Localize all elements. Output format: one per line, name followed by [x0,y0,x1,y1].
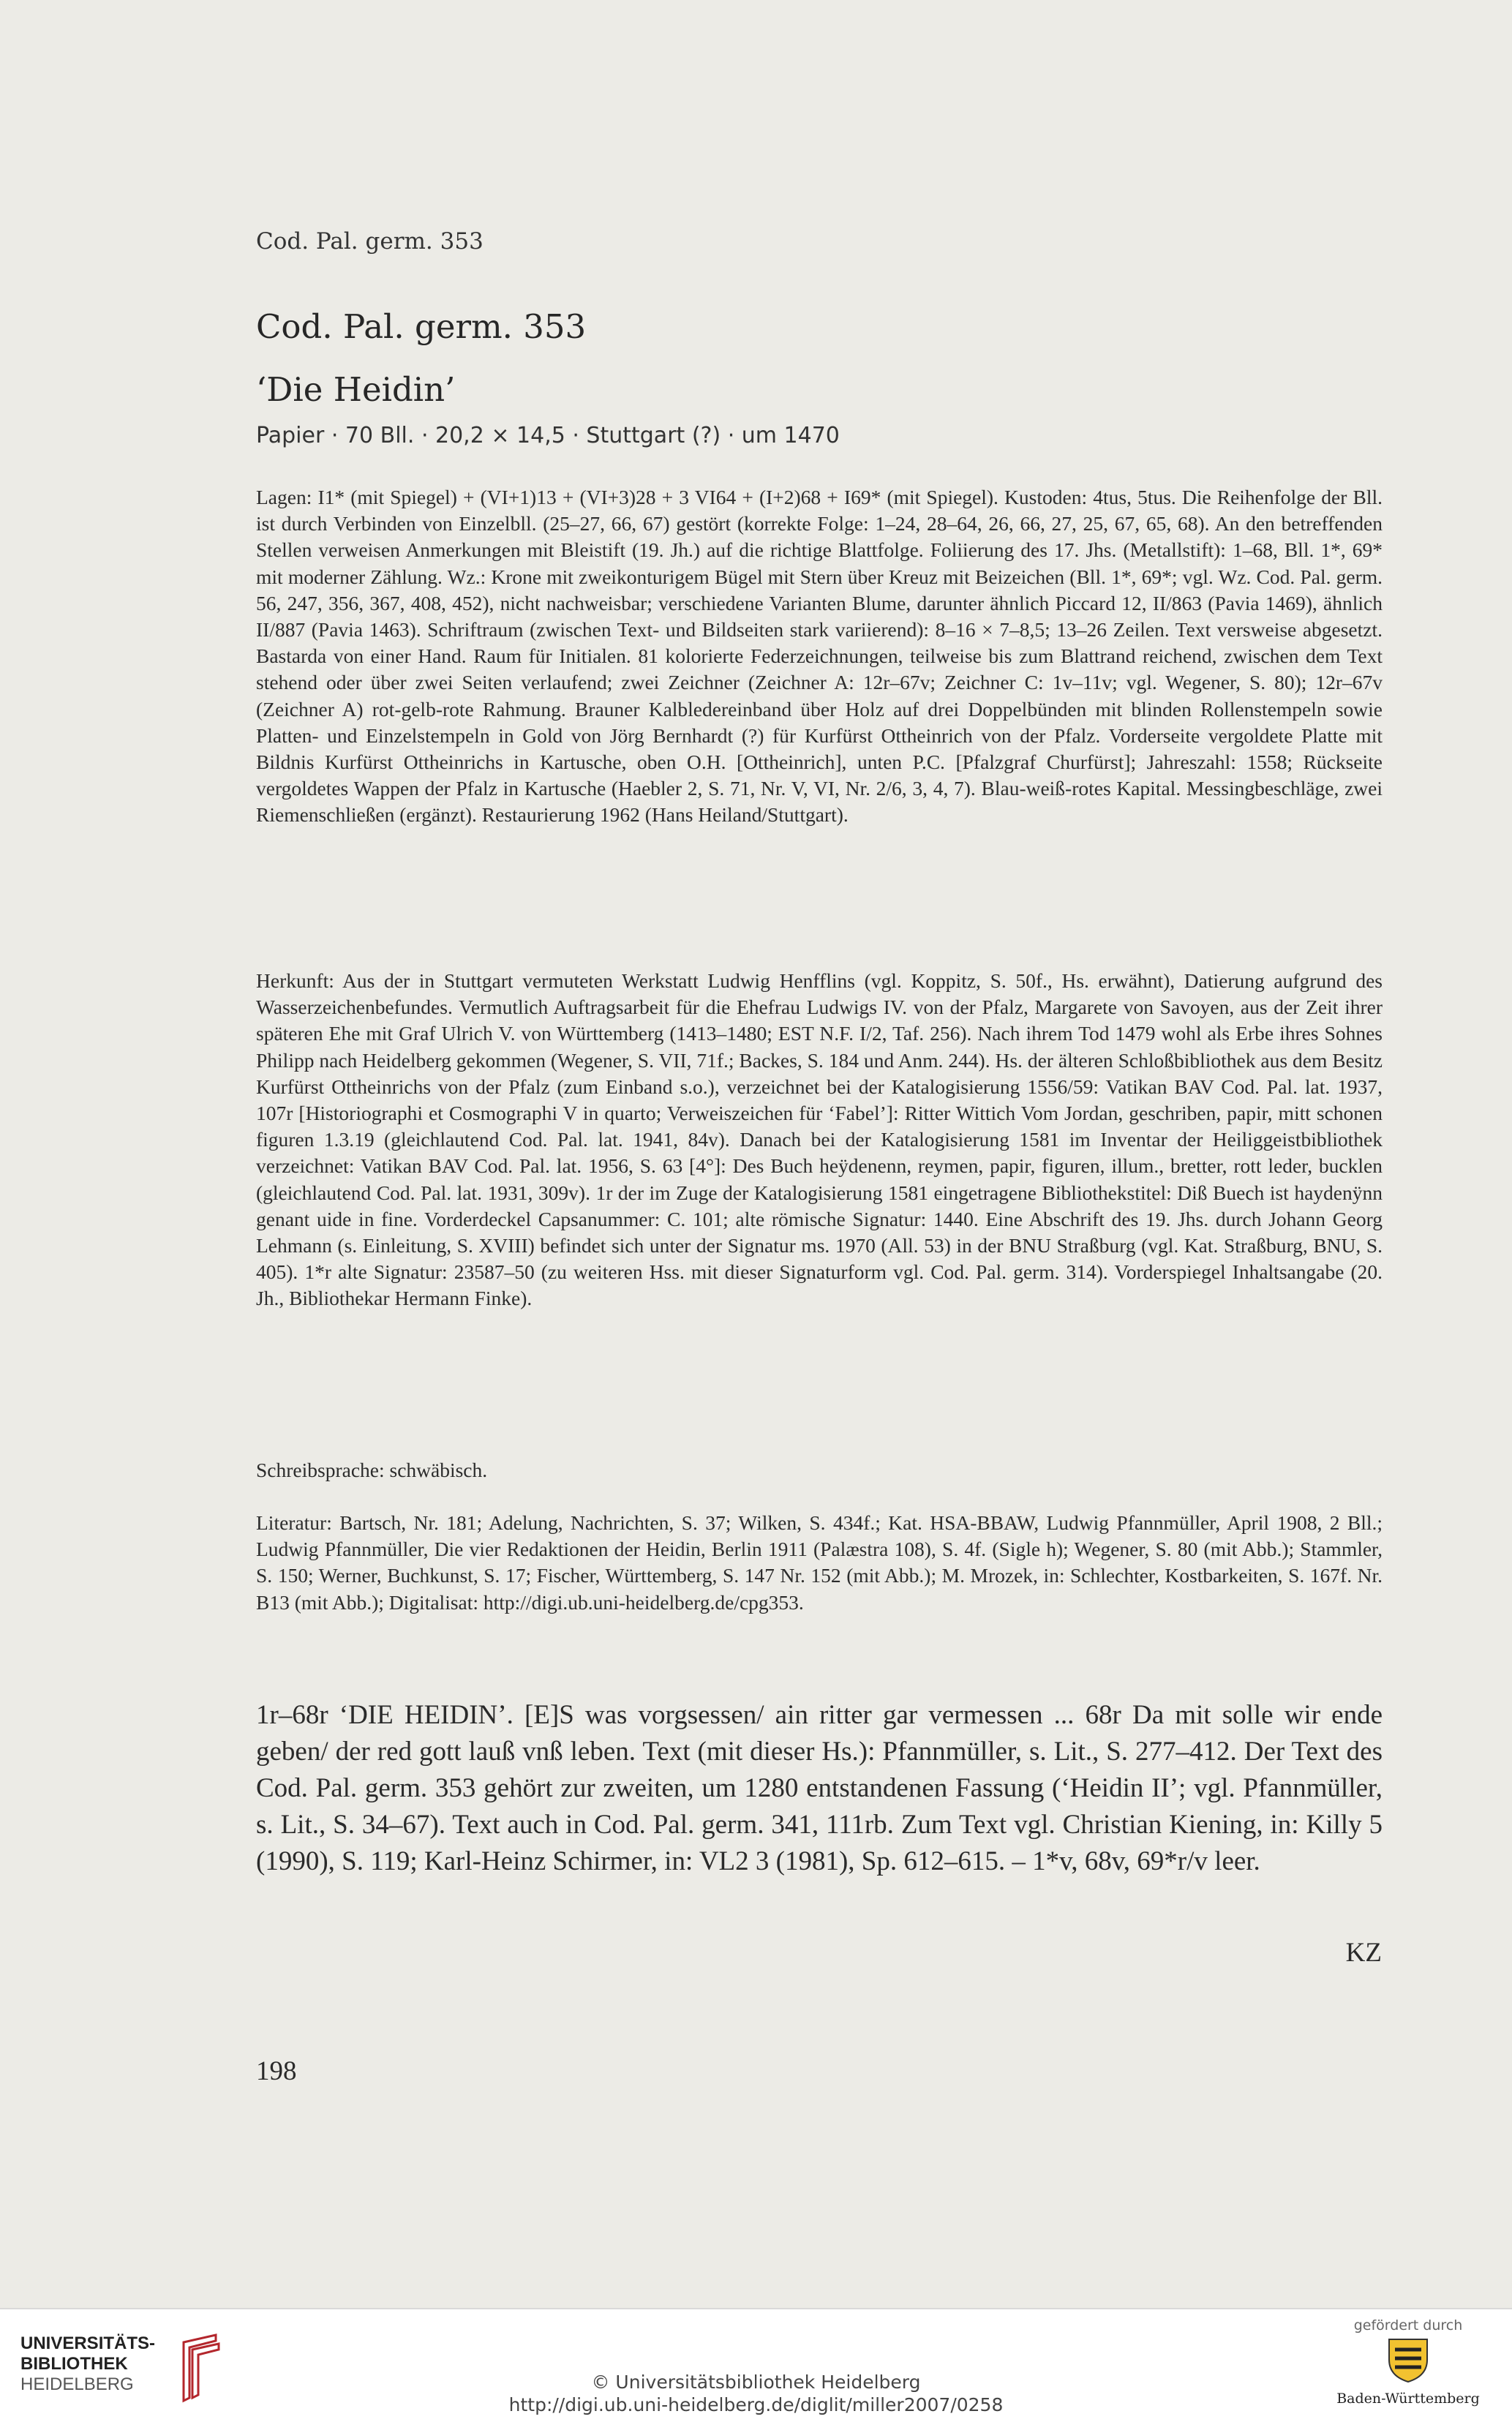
entry-title: ‘Die Heidin’ [256,370,456,409]
author-initials: KZ [1345,1938,1382,1968]
entry-meta: Papier · 70 Bll. · 20,2 × 14,5 · Stuttgart (?) · um 1470 [256,423,840,448]
paragraph-herkunft: Herkunft: Aus der in Stuttgart vermuteten Werkstatt Ludwig Henfflins (vgl. Koppitz, S. 50f., Hs. erwähnt), Datierung aufgrund des Wasserzeichenbefundes. Vermutlich Auftragsarbeit für die Ehefrau Ludwigs IV. von der Pfalz, Margarete von Savoyen, aus der Zeit ihrer späteren Ehe mit Graf Ulrich V. von Württemberg (1413–1480; EST N.F. I/2, Taf. 256). Nach ihrem Tod 1479 wohl als Erbe ihres Sohnes Philipp nach Heidelberg gekommen (Wegener, S. VII, 71f.; Backes, S. 184 und Anm. 244). Hs. der älteren Schloßbibliothek aus dem Besitz Kurfürst Ottheinrichs von der Pfalz (zum Einband s.o.), verzeichnet bei der Katalogisierung 1556/59: Vatikan BAV Cod. Pal. lat. 1937, 107r [Historiographi et Cosmographi V in quarto; Verweiszeichen für ‘Fabel’]: Ritter Wittich Vom Jordan, geschriben, papir, mitt schonen figuren 1.3.19 (gleichlautend Cod. Pal. lat. 1941, 84v). Danach bei der Katalogisierung 1581 im Inventar der Heiliggeistbibliothek verzeichnet: Vatikan BAV Cod. Pal. lat. 1956, S. 63 [4°]: Des Buch heÿdenenn, reymen, papir, figuren, illum., bretter, rott leder, bucklen (gleichlautend Cod. Pal. lat. 1931, 309v). 1r der im Zuge der Katalogisierung 1581 eingetragene Bibliothekstitel: Diß Buech ist haydenÿnn genant uide in fine. Vorderdeckel Capsanummer: C. 101; alte römische Signatur: 1440. Eine Abschrift des 19. Jhs. durch Johann Georg Lehmann (s. Einleitung, S. XVIII) befindet sich unter der Signatur ms. 1970 (All. 53) in der BNU Straßburg (vgl. Kat. Straßburg, BNU, S. 405). 1*r alte Signatur: 23587–50 (zu weiteren Hss. mit dieser Signaturform vgl. Cod. Pal. germ. 314). Vorderspiegel Inhaltsangabe (20. Jh., Bibliothekar Hermann Finke). [256,969,1383,1310]
library-name-line3: HEIDELBERG [20,2374,134,2394]
copyright-notice: © Universitätsbibliothek Heidelberg [591,2372,921,2393]
running-head: Cod. Pal. germ. 353 [256,228,484,255]
funder-name: Baden-Württemberg [1336,2391,1480,2407]
funded-by-label: gefördert durch [1353,2317,1463,2333]
permalink[interactable]: http://digi.ub.uni-heidelberg.de/diglit/miller2007/0258 [508,2394,1004,2415]
entry-shelfmark: Cod. Pal. germ. 353 [256,307,587,346]
paragraph-schreibsprache: Schreibsprache: schwäbisch. [256,1459,488,1481]
library-name-line1: UNIVERSITÄTS- [20,2333,156,2353]
paragraph-lagen: Lagen: I1* (mit Spiegel) + (VI+1)13 + (VI+3)28 + 3 VI64 + (I+2)68 + I69* (mit Spiegel). Kustoden: 4tus, 5tus. Die Reihenfolge der Bll. ist durch Verbinden von Einzelbll. (25–27, 66, 67) gestört (korrekte Folge: 1–24, 28–64, 26, 66, 27, 25, 67, 65, 68). An den betreffenden Stellen verweisen Anmerkungen mit Bleistift (19. Jh.) auf die richtige Blattfolge. Foliierung des 17. Jhs. (Metallstift): 1–68, Bll. 1*, 69* mit moderner Zählung. Wz.: Krone mit zweikonturigem Bügel mit Stern über Kreuz mit Beizeichen (Bll. 1*, 69*; vgl. Wz. Cod. Pal. germ. 56, 247, 356, 367, 408, 452), nicht nachweisbar; verschiedene Varianten Blume, darunter ähnlich Piccard 12, II/863 (Pavia 1469), ähnlich II/887 (Pavia 1463). Schriftraum (zwischen Text- und Bildseiten stark variierend): 8–16 × 7–8,5; 13–26 Zeilen. Text versweise abgesetzt. Bastarda von einer Hand. Raum für Initialen. 81 kolorierte Federzeichnungen, teilweise bis zum Blattrand reichend, zwischen dem Text stehend oder über zwei Seiten verlaufend; zwei Zeichner (Zeichner A: 12r–67v; Zeichner C: 1v–11v; vgl. Wegener, S. 80); 12r–67v (Zeichner A) rot-gelb-rote Rahmung. Brauner Kalbledereinband über Holz auf drei Doppelbünden mit blinden Rollenstempeln sowie Platten- und Einzelstempeln in Gold von Jörg Bernhardt (?) für Kurfürst Ottheinrich von der Pfalz. Vorderseite vergoldete Platte mit Bildnis Kurfürst Ottheinrichs in Kartusche, oben O.H. [Ottheinrich], unten P.C. [Pfalzgraf Churfürst]; Jahreszahl: 1558; Rückseite vergoldetes Wappen der Pfalz in Kartusche (Haebler 2, S. 71, Nr. V, VI, Nr. 2/6, 3, 4, 7). Blau-weiß-rotes Kapital. Messingbeschläge, zwei Riemenschließen (ergänzt). Restaurierung 1962 (Hans Heiland/Stuttgart). [256,486,1383,827]
work-description: 1r–68r ‘DIE HEIDIN’. [E]S was vorgsessen/ ain ritter gar vermessen ... 68r Da mit solle wir ende geben/ der red gott lauß vnß leben. Text (mit dieser Hs.): Pfannmüller, s. Lit., S. 277–412. Der Text des Cod. Pal. germ. 353 gehört zur zweiten, um 1280 entstandenen Fassung (‘Heidin II’; vgl. Pfannmüller, s. Lit., S. 34–67). Text auch in Cod. Pal. germ. 341, 111rb. Zum Text vgl. Christian Kiening, in: Killy 5 (1990), S. 119; Karl-Heinz Schirmer, in: VL2 3 (1981), Sp. 612–615. – 1*v, 68v, 69*r/v leer. [256,1700,1383,1876]
footer-divider [0,2308,1512,2309]
funder-block[interactable] [1324,2317,1492,2407]
paragraph-literatur: Literatur: Bartsch, Nr. 181; Adelung, Nachrichten, S. 37; Wilken, S. 434f.; Kat. HSA-BBAW, Ludwig Pfannmüller, April 1908, 2 Bll.; Ludwig Pfannmüller, Die vier Redaktionen der Heidin, Berlin 1911 (Palæstra 108), S. 4f. (Sigle h); Wegener, S. 80 (mit Abb.); Stammler, S. 150; Werner, Buchkunst, S. 17; Fischer, Württemberg, S. 147 Nr. 152 (mit Abb.); M. Mrozek, in: Schlechter, Kostbarkeiten, S. 167f. Nr. B13 (mit Abb.); Digitalisat: http://digi.ub.uni-heidelberg.de/cpg353. [256,1511,1383,1614]
state-coat-of-arms-icon [1379,2333,1437,2385]
page-number: 198 [256,2056,297,2086]
library-name-line2: BIBLIOTHEK [20,2354,128,2374]
